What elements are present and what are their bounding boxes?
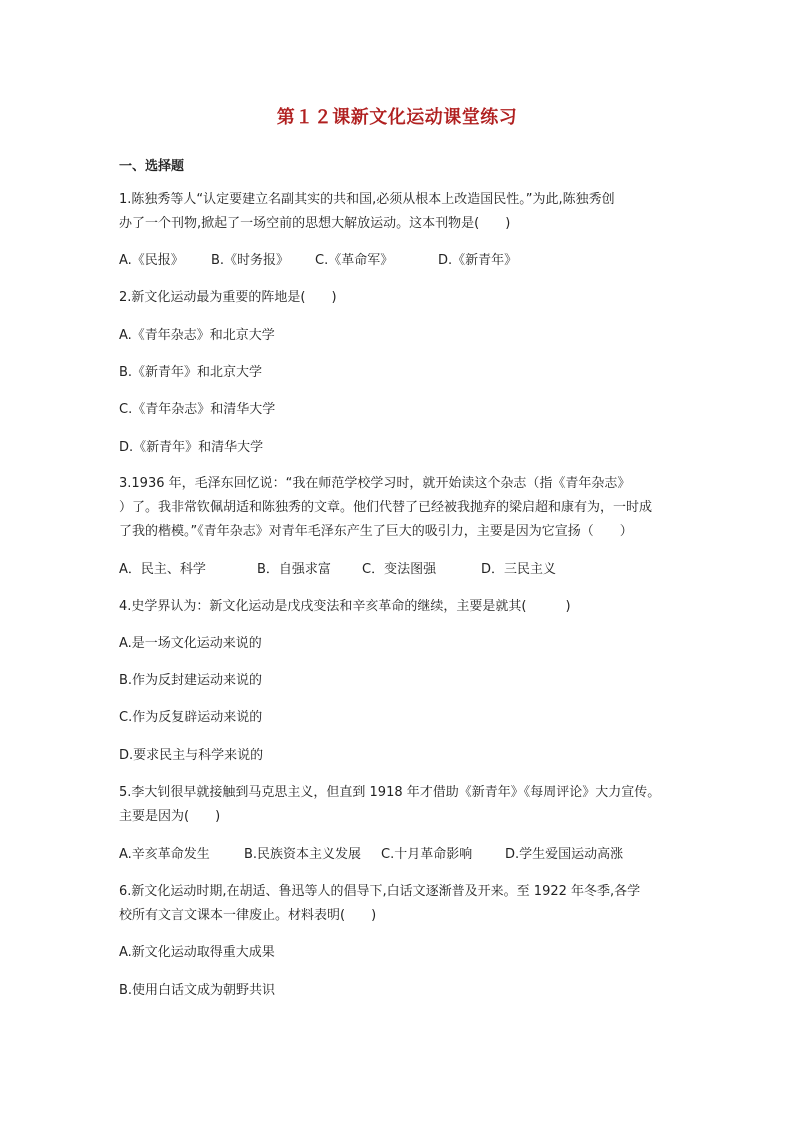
question-6-line-2: 校所有文言文课本一律废止。材料表明( ) <box>119 908 377 923</box>
question-4-option-c: C.作为反复辟运动来说的 <box>119 710 263 725</box>
question-5-options <box>119 845 679 865</box>
question-2-option-d: D.《新青年》和清华大学 <box>119 440 264 455</box>
question-3-line-3: 了我的楷模。”《青年杂志》对青年毛泽东产生了巨大的吸引力，主要是因为它宣扬（ ） <box>119 524 633 539</box>
question-3-option-c: C．变法图强 <box>362 562 437 577</box>
question-1-option-b: B.《时务报》 <box>211 253 290 268</box>
question-2-stem: 2.新文化运动最为重要的阵地是( ) <box>119 290 337 305</box>
question-1-option-c: C.《革命军》 <box>315 253 394 268</box>
question-5-line-1: 5.李大钊很早就接触到马克思主义，但直到 1918 年才借助《新青年》《每周评论》大力宣传。 <box>119 785 661 800</box>
question-6-line-1: 6.新文化运动时期,在胡适、鲁迅等人的倡导下,白话文逐渐普及开来。至 1922 年冬季,各学 <box>119 884 641 899</box>
question-3-option-a: A．民主、科学 <box>119 562 206 577</box>
question-5-option-a: A.辛亥革命发生 <box>119 847 210 862</box>
document-title: 第１２课新文化运动课堂练习 <box>276 107 518 128</box>
question-6-option-a: A.新文化运动取得重大成果 <box>119 945 275 960</box>
question-1-line-1: 1.陈独秀等人“认定要建立名副其实的共和国,必须从根本上改造国民性。”为此,陈独秀创 <box>119 192 615 207</box>
question-3-options <box>119 560 679 580</box>
question-5-option-d: D.学生爱国运动高涨 <box>505 847 624 862</box>
question-2-option-b: B.《新青年》和北京大学 <box>119 365 263 380</box>
question-2-option-c: C.《青年杂志》和清华大学 <box>119 402 276 417</box>
question-1-line-2: 办了一个刊物,掀起了一场空前的思想大解放运动。这本刊物是( ) <box>119 216 511 231</box>
section-heading: 一、选择题 <box>119 159 185 174</box>
question-1-option-a: A.《民报》 <box>119 253 184 268</box>
question-3-option-b: B．自强求富 <box>257 562 331 577</box>
question-5-line-2: 主要是因为( ) <box>119 809 221 824</box>
question-6-option-b: B.使用白话文成为朝野共识 <box>119 983 276 998</box>
question-2-option-a: A.《青年杂志》和北京大学 <box>119 328 275 343</box>
question-3-option-d: D．三民主义 <box>481 562 557 577</box>
question-4-option-a: A.是一场文化运动来说的 <box>119 636 262 651</box>
question-1-options <box>119 251 679 271</box>
question-5-option-c: C.十月革命影响 <box>381 847 473 862</box>
question-1-option-d: D.《新青年》 <box>438 253 518 268</box>
question-4-stem: 4.史学界认为：新文化运动是戊戌变法和辛亥革命的继续，主要是就其( ) <box>119 599 571 614</box>
question-3-line-2: ）了。我非常钦佩胡适和陈独秀的文章。他们代替了已经被我抛弃的梁启超和康有为，一时成 <box>119 500 653 515</box>
question-4-option-b: B.作为反封建运动来说的 <box>119 673 263 688</box>
question-5-option-b: B.民族资本主义发展 <box>244 847 362 862</box>
question-4-option-d: D.要求民主与科学来说的 <box>119 748 264 763</box>
question-3-line-1: 3.1936 年，毛泽东回忆说：“我在师范学校学习时，就开始读这个杂志（指《青年杂志》 <box>119 476 631 491</box>
